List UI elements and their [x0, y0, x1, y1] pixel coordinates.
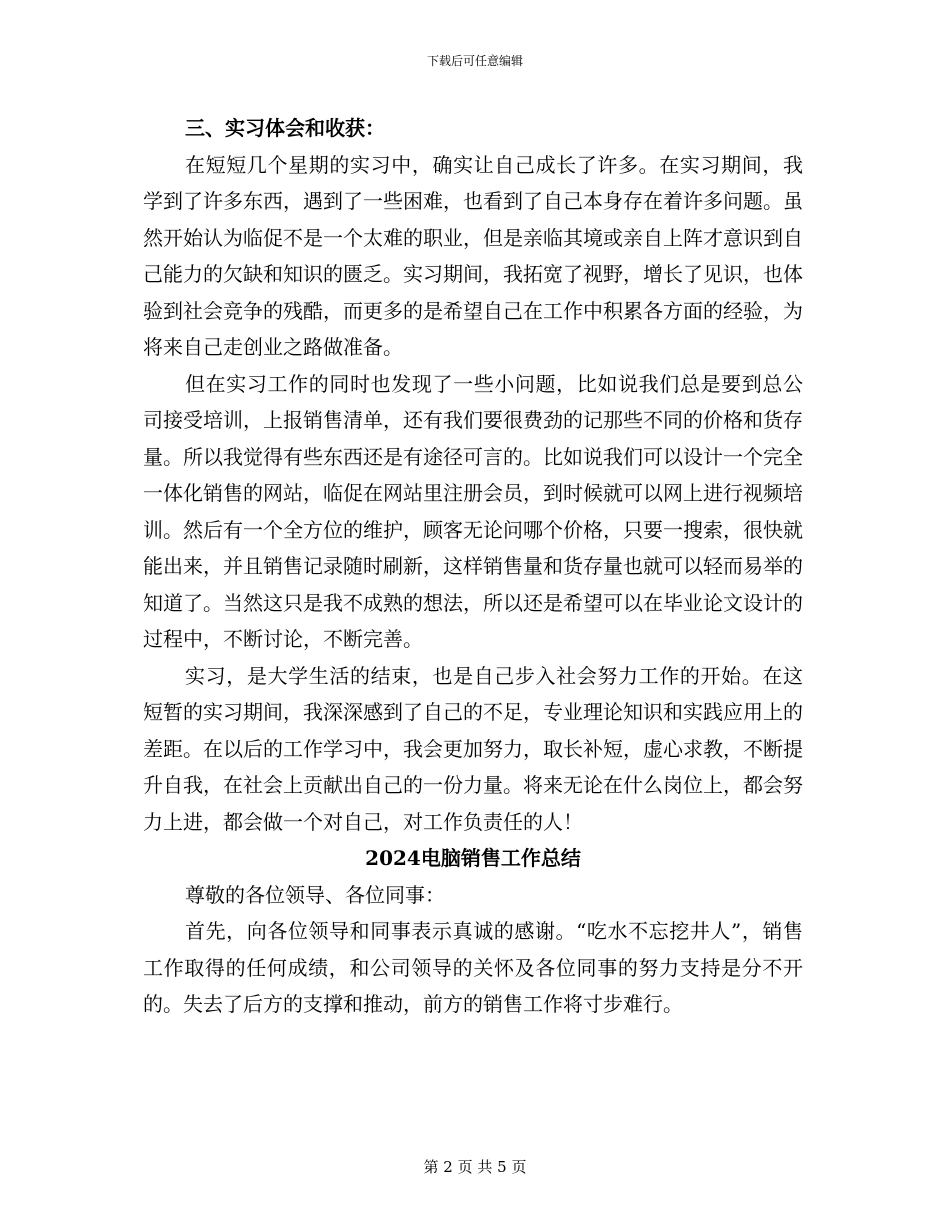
- paragraph: 首先，向各位领导和同事表示真诚的感谢。“吃水不忘挖井人”，销售工作取得的任何成绩，和公司领导的关怀及各位同事的努力支持是分不开的。失去了后方的支撑和推动，前方的销售工作将寸步难行。: [143, 919, 803, 1016]
- section-heading: 三、实习体会和收获：: [185, 116, 385, 140]
- salutation: 尊敬的各位领导、各位同事：: [185, 882, 445, 907]
- document-title: 2024电脑销售工作总结: [365, 846, 581, 870]
- paragraph: 但在实习工作的同时也发现了一些小问题，比如说我们总是要到总公司接受培训，上报销售清单，还有我们要很费劲的记那些不同的价格和货存量。所以我觉得有些东西还是有途径可言的。比如说我们可以设计一个完全一体化销售的网站，临促在网站里注册会员，到时候就可以网上进行视频培训。然后有一个全方位的维护，顾客无论问哪个价格，只要一搜索，很快就能出来，并且销售记录随时刷新，这样销售量和货存量也就可以轻而易举的知道了。当然这只是我不成熟的想法，所以还是希望可以在毕业论文设计的过程中，不断讨论，不断完善。: [143, 371, 803, 651]
- document-body: [143, 110, 803, 1023]
- paragraph: 在短短几个星期的实习中，确实让自己成长了许多。在实习期间，我学到了许多东西，遇到了一些困难，也看到了自己本身存在着许多问题。虽然开始认为临促不是一个太难的职业，但是亲临其境或亲自上阵才意识到自己能力的欠缺和知识的匮乏。实习期间，我拓宽了视野，增长了见识，也体验到社会竞争的残酷，而更多的是希望自己在工作中积累各方面的经验，为将来自己走创业之路做准备。: [143, 152, 803, 359]
- page-header: 下载后可任意编辑: [426, 54, 523, 68]
- paragraph: 实习，是大学生活的结束，也是自己步入社会努力工作的开始。在这短暂的实习期间，我深深感到了自己的不足，专业理论知识和实践应用上的差距。在以后的工作学习中，我会更加努力，取长补短，虚心求教，不断提升自我，在社会上贡献出自己的一份力量。将来无论在什么岗位上，都会努力上进，都会做一个对自己，对工作负责任的人！: [143, 663, 803, 834]
- page-number: 第 2 页 共 5 页: [423, 1158, 527, 1176]
